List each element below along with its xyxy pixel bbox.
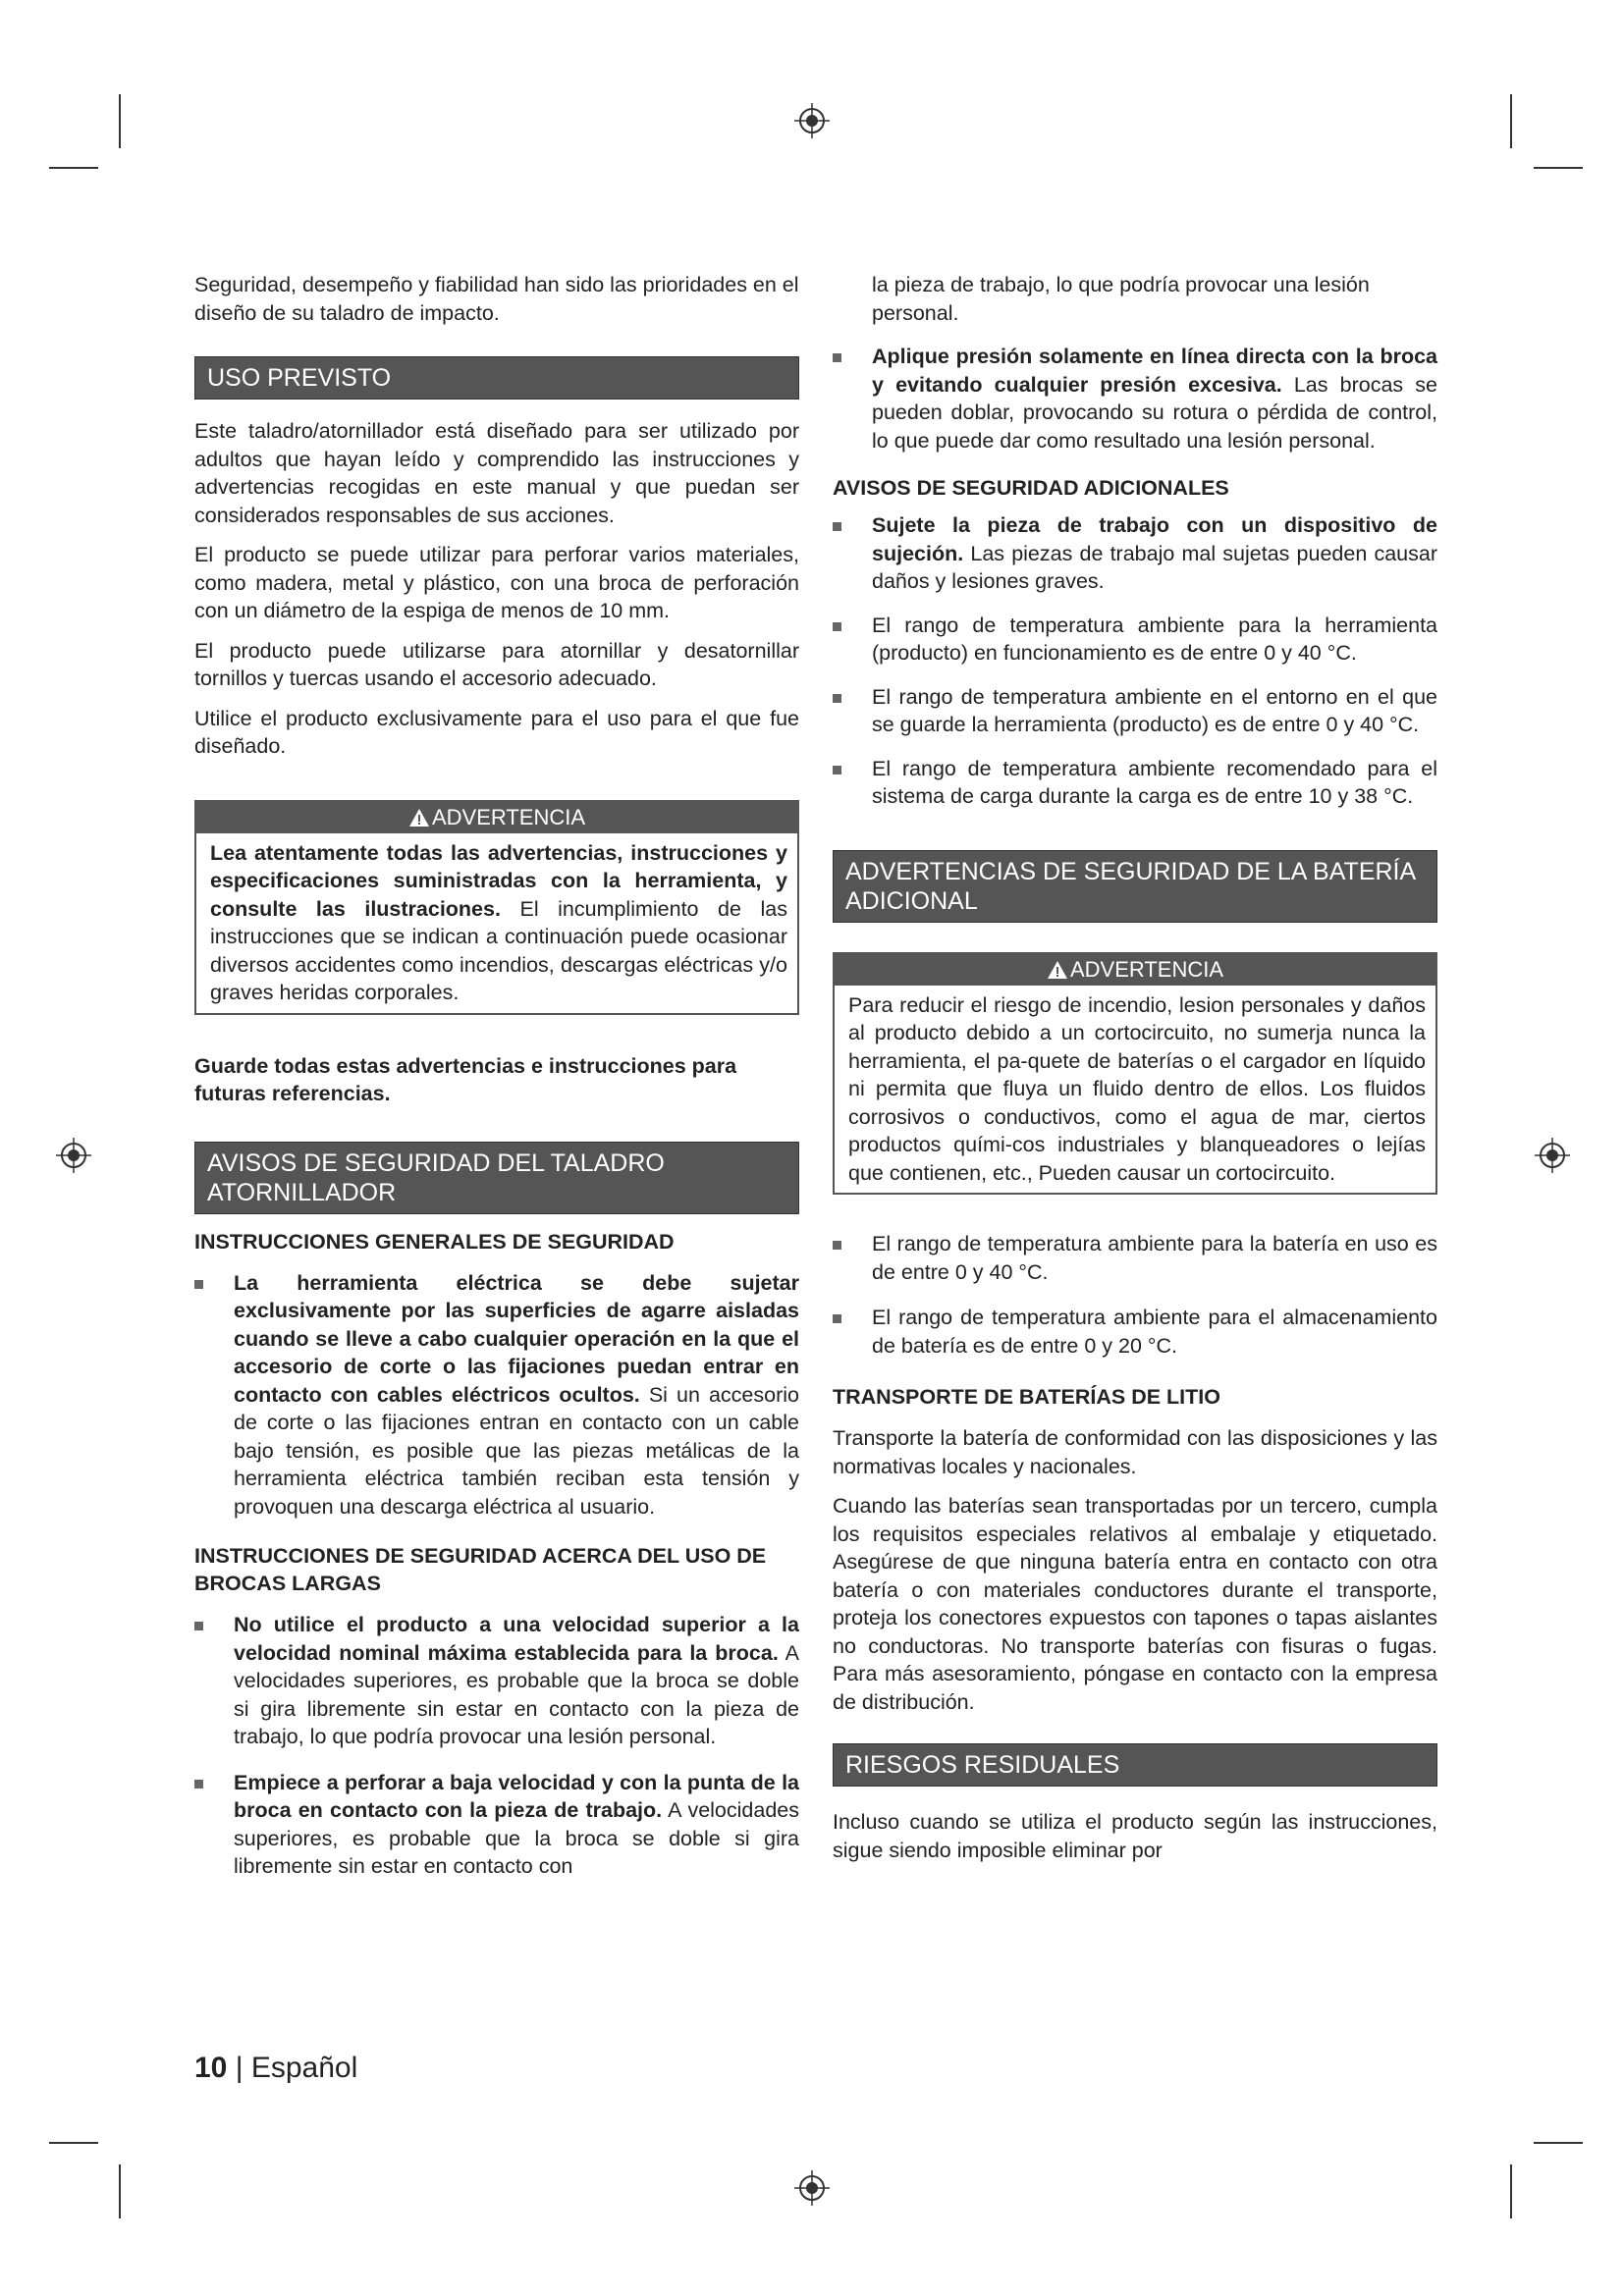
registration-mark-icon	[1534, 1137, 1571, 1174]
bullet-list	[194, 1269, 799, 1522]
section-header-bateria: ADVERTENCIAS DE SEGURIDAD DE LA BATERÍA ADICIONAL	[833, 850, 1437, 923]
registration-mark-icon	[55, 1137, 92, 1174]
warning-header	[835, 954, 1435, 986]
intro-paragraph: Seguridad, desempeño y fiabilidad han sido las prioridades en el diseño de su taladro de impacto.	[194, 273, 799, 325]
section-header-avisos-taladro: AVISOS DE SEGURIDAD DEL TALADRO ATORNILLADOR	[194, 1142, 799, 1214]
bullet-text: Las brocas se pueden doblar, provocando su rotura o pérdida de control, lo que puede dar como resultado una lesión personal.	[872, 372, 1437, 453]
bullet-bold-text: Aplique presión solamente en línea directa con la broca y evitando cualquier presión excesiva.	[872, 345, 1437, 397]
crop-mark	[49, 2142, 98, 2144]
subheading: TRANSPORTE DE BATERÍAS DE LITIO	[833, 1385, 1220, 1409]
warning-box	[833, 952, 1437, 1196]
crop-mark	[49, 167, 98, 169]
bullet-text: A velocidades superiores, es probable que la broca se doble si gira libremente sin estar en contacto con la pieza de trabajo, lo que podría provocar una lesión personal.	[234, 1640, 799, 1748]
warning-title: ADVERTENCIA	[431, 804, 586, 829]
crop-mark	[119, 2164, 121, 2218]
bullet-text: El rango de temperatura ambiente en el entorno en el que se guarde la herramienta (producto) es de entre 0 y 40 °C.	[872, 684, 1437, 736]
list-item	[194, 1611, 799, 1751]
page-number: 10	[194, 2052, 228, 2084]
paragraph: Cuando las baterías sean transportadas por un tercero, cumpla los requisitos especiales relativos al embalaje y etiquetado. Asegúrese de que ninguna batería entra en contacto con otra batería o con materiales conductores durante el transporte, proteja los conectores expuestos con tapones o tapas aislantes no conductoras. No transporte baterías con fisuras o fugas. Para más asesoramiento, póngase en contacto con la empresa de distribución.	[833, 1494, 1437, 1714]
list-item	[833, 755, 1437, 811]
footer-language: Español	[250, 2052, 358, 2084]
bullet-square-icon	[833, 1314, 841, 1323]
crop-mark	[1510, 94, 1512, 148]
crop-mark	[119, 94, 121, 148]
bullet-bold-text: Empiece a perforar a baja velocidad y con la punta de la broca en contacto con la pieza de trabajo.	[234, 1770, 799, 1822]
bullet-list	[833, 343, 1437, 454]
page-footer	[194, 2052, 357, 2085]
bullet-bold-text: La herramienta eléctrica se debe sujetar exclusivamente por las superficies de agarre aisladas cuando se lleve a cabo cualquier operación en la que el accesorio de corte o las fijaciones puedan entrar en contacto con cables eléctricos ocultos.	[234, 1270, 799, 1407]
bullet-square-icon	[833, 522, 841, 531]
section-header-uso-previsto: USO PREVISTO	[194, 356, 799, 400]
list-item	[833, 683, 1437, 739]
bullet-bold-text: No utilice el producto a una velocidad superior a la velocidad nominal máxima establecida para la broca.	[234, 1613, 799, 1665]
warning-bold-text: Lea atentamente todas las advertencias, instrucciones y especificaciones suministradas con la herramienta, y consulte las ilustraciones.	[210, 840, 787, 921]
right-column	[833, 271, 1437, 1864]
warning-triangle-icon	[1047, 960, 1068, 980]
warning-triangle-icon	[408, 808, 430, 828]
bullet-list	[194, 1611, 799, 1881]
bullet-text: Si un accesorio de corte o las fijaciones entran en contacto con un cable bajo tensión, es posible que las piezas metálicas de la herramienta eléctrica también reciban esta tensión y provoquen una descarga eléctrica al usuario.	[234, 1382, 799, 1519]
list-item	[833, 343, 1437, 454]
section-header-riesgos: RIESGOS RESIDUALES	[833, 1743, 1437, 1787]
bullet-square-icon	[833, 622, 841, 631]
bullet-text: Las piezas de trabajo mal sujetas pueden causar daños y lesiones graves.	[872, 541, 1437, 593]
warning-body	[196, 833, 797, 1013]
paragraph: Utilice el producto exclusivamente para el uso para el que fue diseñado.	[194, 706, 799, 758]
bullet-square-icon	[833, 766, 841, 774]
bullet-square-icon	[833, 694, 841, 703]
warning-header	[196, 802, 797, 833]
bullet-square-icon	[833, 1241, 841, 1250]
bullet-bold-text: Sujete la pieza de trabajo con un dispositivo de sujeción.	[872, 513, 1437, 565]
bullet-list	[833, 1230, 1437, 1360]
left-column	[194, 271, 799, 1881]
subheading: INSTRUCCIONES DE SEGURIDAD ACERCA DEL USO DE BROCAS LARGAS	[194, 1544, 767, 1595]
warning-title: ADVERTENCIA	[1069, 956, 1224, 982]
list-item	[833, 511, 1437, 596]
paragraph: Este taladro/atornillador está diseñado para ser utilizado por adultos que hayan leído y comprendido las instrucciones y advertencias recogidas en este manual y que puedan ser considerados responsables de sus acciones.	[194, 419, 799, 527]
list-item	[833, 1230, 1437, 1286]
warning-box	[194, 800, 799, 1015]
bullet-text: El rango de temperatura ambiente recomendado para el sistema de carga durante la carga es de entre 10 y 38 °C.	[872, 756, 1437, 808]
bullet-text: A velocidades superiores, es probable que la broca se doble si gira libremente sin estar en contacto con	[234, 1798, 799, 1878]
warning-body: Para reducir el riesgo de incendio, lesion personales y daños al producto debido a un cortocircuito, no sumerja nunca la herramienta, el pa-quete de baterías o el cargador en líquido ni permita que fluya un fluido dentro de ellos. Los fluidos corrosivos o conductivos, como el agua de mar, ciertos productos quími-cos industriales y blanqueadores o lejías que contienen, etc., Pueden causar un cortocircuito.	[848, 992, 1426, 1185]
list-item	[833, 612, 1437, 667]
bullet-square-icon	[194, 1622, 203, 1630]
list-item	[194, 1769, 799, 1881]
registration-mark-icon	[793, 102, 831, 139]
subheading: AVISOS DE SEGURIDAD ADICIONALES	[833, 476, 1229, 500]
save-note: Guarde todas estas advertencias e instrucciones para futuras referencias.	[194, 1053, 737, 1105]
paragraph: Incluso cuando se utiliza el producto según las instrucciones, sigue siendo imposible eliminar por	[833, 1810, 1437, 1862]
crop-mark	[1510, 2164, 1512, 2218]
bullet-list	[833, 511, 1437, 811]
bullet-text: El rango de temperatura ambiente para el almacenamiento de batería es de entre 0 y 20 °C.	[872, 1306, 1437, 1358]
continued-paragraph: la pieza de trabajo, lo que podría provocar una lesión personal.	[872, 273, 1370, 325]
paragraph: El producto se puede utilizar para perforar varios materiales, como madera, metal y plástico, con una broca de perforación con un diámetro de la espiga de menos de 10 mm.	[194, 543, 799, 622]
bullet-text: El rango de temperatura ambiente para la herramienta (producto) en funcionamiento es de entre 0 y 40 °C.	[872, 613, 1437, 665]
warning-text: El incumplimiento de las instrucciones que se indican a continuación puede ocasionar diversos accidentes como incendios, descargas eléctricas y/o graves heridas corporales.	[210, 896, 787, 1004]
registration-mark-icon	[793, 2169, 831, 2207]
crop-mark	[1534, 2142, 1583, 2144]
bullet-square-icon	[194, 1780, 203, 1789]
bullet-square-icon	[194, 1280, 203, 1289]
paragraph: El producto puede utilizarse para atornillar y desatornillar tornillos y tuercas usando el accesorio adecuado.	[194, 638, 799, 690]
bullet-square-icon	[833, 353, 841, 362]
list-item	[194, 1269, 799, 1522]
footer-separator: |	[227, 2052, 251, 2084]
list-item	[833, 1304, 1437, 1360]
subheading: INSTRUCCIONES GENERALES DE SEGURIDAD	[194, 1229, 675, 1254]
paragraph: Transporte la batería de conformidad con las disposiciones y las normativas locales y nacionales.	[833, 1426, 1437, 1478]
crop-mark	[1534, 167, 1583, 169]
bullet-text: El rango de temperatura ambiente para la batería en uso es de entre 0 y 40 °C.	[872, 1232, 1437, 1284]
